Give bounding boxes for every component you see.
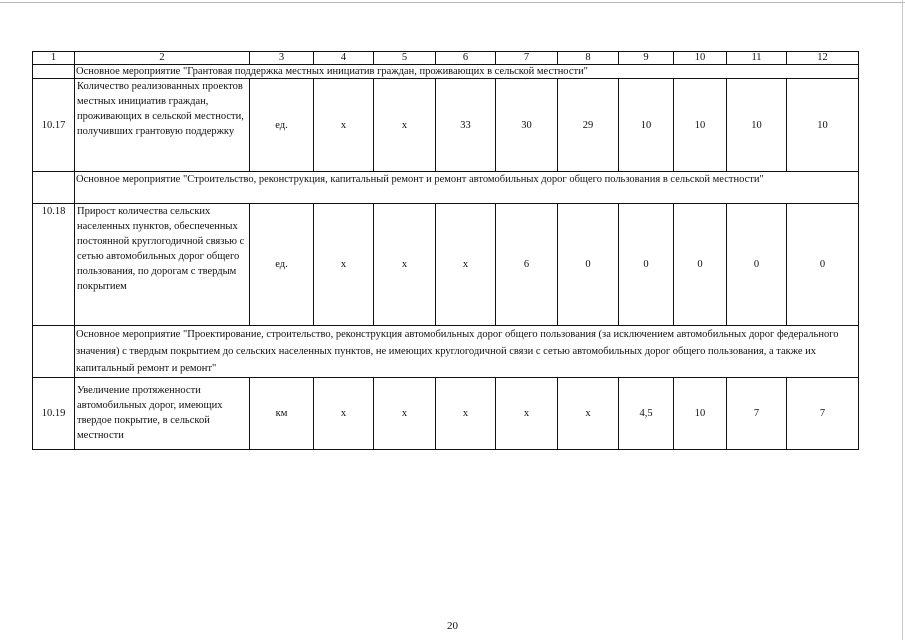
header-cell: 10 [674,52,727,65]
indicators-table [32,51,859,450]
value-cell: 7 [727,378,787,450]
indicator-name: Увеличение протяженности автомобильных дорог, имеющих твердое покрытие, в сельской местности [75,378,250,450]
section-empty-cell [33,65,75,79]
row-number: 10.19 [33,378,75,450]
header-cell: 2 [75,52,250,65]
value-cell: 6 [496,204,558,326]
value-cell: 10 [674,79,727,172]
section-title-2: Основное мероприятие "Строительство, реконструкция, капитальный ремонт и ремонт автомобильных дорог общего пользования в сельской местности" [75,172,859,204]
section-row [33,172,859,204]
value-cell: 0 [787,204,859,326]
section-title-1: Основное мероприятие "Грантовая поддержка местных инициатив граждан, проживающих в сельской местности" [75,65,859,79]
value-cell: x [374,204,436,326]
unit-cell: ед. [250,204,314,326]
value-cell: 0 [727,204,787,326]
value-cell: x [374,79,436,172]
indicator-name: Прирост количества сельских населенных пунктов, обеспеченных постоянной круглогодичной связью с сетью автомобильных дорог общего пользования, по дорогам с твердым покрытием [75,204,250,326]
unit-cell: ед. [250,79,314,172]
value-cell: 33 [436,79,496,172]
section-row [33,326,859,378]
value-cell: x [436,204,496,326]
value-cell: x [374,378,436,450]
header-cell: 11 [727,52,787,65]
row-number: 10.18 [33,204,75,326]
section-empty-cell [33,172,75,204]
value-cell: 10 [674,378,727,450]
header-cell: 8 [558,52,619,65]
value-cell: 29 [558,79,619,172]
header-cell: 6 [436,52,496,65]
value-cell: 10 [619,79,674,172]
header-cell: 1 [33,52,75,65]
value-cell: x [558,378,619,450]
value-cell: 7 [787,378,859,450]
section-title-3: Основное мероприятие "Проектирование, строительство, реконструкция автомобильных дорог общего пользования (за исключением автомобильных дорог федерального значения) с твердым покрытием до сельских населенных пунктов, не имеющих круглогодичной связи с сетью автомобильных дорог общего пользования, а также их капитальный ремонт и ремонт" [75,326,859,378]
scan-edge-right [902,0,903,640]
value-cell: x [314,204,374,326]
value-cell: x [314,378,374,450]
value-cell: 0 [674,204,727,326]
value-cell: x [496,378,558,450]
table-row [33,378,859,450]
value-cell: 10 [727,79,787,172]
header-cell: 4 [314,52,374,65]
scan-edge-top [0,2,905,3]
value-cell: 0 [558,204,619,326]
header-cell: 5 [374,52,436,65]
header-cell: 9 [619,52,674,65]
unit-cell: км [250,378,314,450]
section-empty-cell [33,326,75,378]
header-cell: 12 [787,52,859,65]
value-cell: x [314,79,374,172]
table-row [33,79,859,172]
value-cell: 30 [496,79,558,172]
header-row [33,52,859,65]
header-cell: 7 [496,52,558,65]
section-row [33,65,859,79]
value-cell: 10 [787,79,859,172]
value-cell: 4,5 [619,378,674,450]
row-number: 10.17 [33,79,75,172]
value-cell: 0 [619,204,674,326]
value-cell: x [436,378,496,450]
page-number: 20 [447,620,458,632]
header-cell: 3 [250,52,314,65]
indicator-name: Количество реализованных проектов местных инициатив граждан, проживающих в сельской местности, получивших грантовую поддержку [75,79,250,172]
table-row [33,204,859,326]
